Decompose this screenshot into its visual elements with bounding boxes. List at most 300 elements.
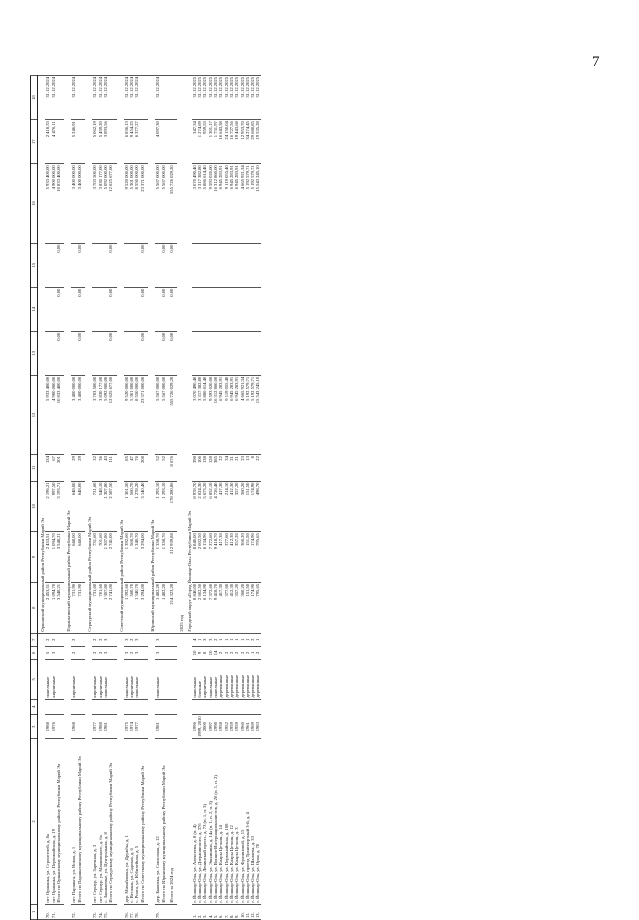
cell-col-10: 10 [31,481,38,532]
cell-col-11: 13 [245,455,250,481]
cell-col-15: 0,00 [161,243,169,287]
cell-col-16: 3 830 177,00 [98,164,103,243]
cell-col-1: 5. [213,904,218,919]
cell-col-9: 8 840,00 [192,532,197,583]
cell-col-4 [255,699,260,714]
cell-col-16: 16 [31,164,38,243]
cell-col-5 [161,660,169,700]
cell-col-10: 5 673,20 [202,481,207,532]
cell-col-7: 3 [155,633,160,646]
cell-col-1: 10. [240,904,245,919]
cell-col-6: 5 [45,646,50,659]
cell-col-6: 2 [71,646,76,659]
cell-col-7 [108,633,116,646]
cell-col-11: 128 [208,455,213,481]
cell-col-2: Итого по Сернурскому муниципальному району Республики Марий Эл [108,739,116,904]
cell-col-18 [77,76,85,120]
cell-col-12: 6 945 283,91 [218,375,223,454]
cell-col-3: 1974 [129,715,134,739]
cell-col-5: кирпичные [129,660,134,700]
cell-col-11: 21 [229,455,234,481]
cell-col-7: 2 [51,633,56,646]
cell-col-6 [161,646,169,659]
cell-col-17 [77,120,85,164]
cell-col-18: 31.12.2025 [234,76,239,120]
section-total-row [161,76,169,920]
cell-col-12: 5 933 400,00 [45,375,50,454]
cell-col-17: 2 418,33 [45,120,50,164]
cell-col-7: 1 [197,633,202,646]
cell-col-10: 648,00 [71,481,76,532]
cell-col-6: 3 [51,646,56,659]
cell-col-3 [161,715,169,739]
housing-register-table [30,75,261,920]
cell-col-6: 10 [208,646,213,659]
cell-col-18: 18 [31,76,38,120]
cell-col-18: 31.12.2025 [208,76,213,120]
cell-col-10: 548,10 [98,481,103,532]
cell-col-7: 3 [134,633,139,646]
cell-col-2: г. Йошкар-Ола, ул. Первомайская, д. 108 [224,739,229,904]
cell-col-6 [56,646,64,659]
cell-col-5: деревянные [245,660,250,700]
cell-col-2: пгт Сернур, ул. Заречная, д. 3 [92,739,97,904]
cell-col-18: 31.12.2024 [155,76,160,120]
cell-col-8: 1 340,70 [134,582,139,633]
cell-col-10: 2 024,30 [197,481,202,532]
cell-col-16: 6 945 283,91 [234,164,239,243]
cell-col-15: 0,00 [169,243,177,287]
cell-col-6: 3 [103,646,108,659]
cell-col-4 [161,699,169,714]
cell-col-17: 6 836,13 [124,120,129,164]
cell-col-11: 22 [218,455,223,481]
cell-col-5: деревянные [224,660,229,700]
cell-col-17: 5 062,19 [92,120,97,164]
cell-col-11: 138 [202,455,207,481]
cell-col-11: 22 [255,455,260,481]
section-total-row [77,76,85,920]
cell-col-7: 2 [129,633,134,646]
cell-col-1: 1 [31,904,38,919]
cell-col-1: 2. [197,904,202,919]
cell-col-8: 357,20 [234,582,239,633]
cell-col-12: 3 400 000,00 [77,375,85,454]
cell-col-5: кирпичные [202,660,207,700]
cell-col-18: 31.12.2024 [124,76,129,120]
cell-col-2: г. Йошкар-Ола, проезд Транспортный 3-й, д. 4 [245,739,250,904]
cell-col-6: 2 [245,646,250,659]
cell-col-8: 2 453,51 [45,582,50,633]
cell-col-8: 1 094,70 [51,582,56,633]
cell-col-2: пгт Оршанка, ул. Строителей, д. 8а [45,739,50,904]
cell-col-18: 31.12.2024 [45,76,50,120]
cell-col-1 [108,904,116,919]
cell-col-18: 31.12.2025 [250,76,255,120]
cell-col-3: 1975 [124,715,129,739]
cell-col-10: 2 587,50 [108,481,116,532]
cell-col-12: 10 833 400,00 [56,375,64,454]
section-title [185,76,192,920]
cell-col-8: 9 418,70 [213,582,218,633]
cell-col-18: 31.12.2025 [224,76,229,120]
cell-col-6: 10 [192,646,197,659]
cell-col-11: 111 [108,455,116,481]
cell-col-2: Итого по Советскому муниципальному району Республики Марий Эл [140,739,148,904]
cell-col-16: 5 567 000,00 [155,164,160,243]
cell-col-5: деревянные [240,660,245,700]
cell-col-6: 8 [202,646,207,659]
cell-col-1: 9. [234,904,239,919]
section-total-row [140,76,148,920]
cell-col-1: 75. [103,904,108,919]
cell-col-10: 214,10 [224,481,229,532]
cell-col-1: 7. [224,904,229,919]
cell-col-7: 3 [103,633,108,646]
cell-col-3: 1977 [92,715,97,739]
cell-col-7: 3 [208,633,213,646]
cell-col-8: 7 372,60 [208,582,213,633]
cell-col-17: 16 643,38 [218,120,223,164]
cell-col-18: 31.12.2025 [197,76,202,120]
cell-col-12: 12 625 677,00 [108,375,116,454]
cell-col-7 [169,633,177,646]
cell-col-8: 795,65 [255,582,260,633]
cell-col-16: 16 312 860,00 [213,164,218,243]
cell-col-13: 0,00 [140,331,148,375]
cell-col-5: панельные [134,660,139,700]
cell-col-8: 8 [31,582,38,633]
cell-col-16: 4 665 921,34 [240,164,245,243]
cell-col-8: 1 392,60 [124,582,129,633]
cell-col-4: 4 [31,699,38,714]
cell-col-16: 9 119 055,40 [224,164,229,243]
cell-col-16: 10 833 400,00 [56,164,64,243]
cell-col-5: панельные [45,660,50,700]
cell-col-12: 5 092 000,00 [103,375,108,454]
page-number: 7 [592,54,600,70]
cell-col-2: дер. Быковка, ул. Совхозная, д. 12 [155,739,160,904]
cell-col-3: 2000 [202,715,207,739]
cell-col-12: 5 886 614,40 [202,375,207,454]
cell-col-4 [77,699,85,714]
cell-col-11: 11 [31,455,38,481]
cell-col-10: 151,50 [245,481,250,532]
cell-col-13: 0,00 [77,331,85,375]
cell-col-17: 347,34 [192,120,197,164]
cell-col-14: 0,00 [140,287,148,331]
cell-col-5: деревянные [255,660,260,700]
cell-col-12: 4 665 921,34 [240,375,245,454]
section-title [117,76,124,920]
cell-col-17 [169,120,177,164]
cell-col-1: 78. [134,904,139,919]
cell-col-6 [108,646,116,659]
cell-col-14: 14 [31,287,38,331]
cell-col-5 [108,660,116,700]
cell-col-3: 1981 [103,715,108,739]
cell-col-16: 5 092 000,00 [103,164,108,243]
cell-col-17: 4 097,30 [155,120,160,164]
cell-col-16: 4 900 000,00 [51,164,56,243]
cell-col-1: 4. [208,904,213,919]
cell-col-15: 0,00 [140,243,148,287]
cell-col-10: 648,00 [77,481,85,532]
cell-col-3: 1958 [218,715,223,739]
cell-col-18: 31.12.2024 [51,76,56,120]
cell-col-11: 43 [103,455,108,481]
cell-col-1 [169,904,177,919]
cell-col-6 [77,646,85,659]
cell-col-14: 0,00 [169,287,177,331]
cell-col-3: 1997 [208,715,213,739]
cell-col-8: 1 307,80 [103,582,108,633]
cell-col-17: 19 443,68 [234,120,239,164]
cell-col-18: 31.12.2024 [92,76,97,120]
section-title [64,76,71,920]
cell-col-17: 1 301,17 [208,120,213,164]
cell-col-17: 6 377,27 [134,120,139,164]
cell-col-17 [161,120,169,164]
cell-col-2: г. Йошкар-Ола, ул. Воинов-Интернационалистов, д. 26 (п. 1, п. 2) [213,739,218,904]
cell-col-12: 9 593 020,00 [208,375,213,454]
cell-col-17: 9 454,25 [129,120,134,164]
cell-col-12: 6 945 283,91 [234,375,239,454]
cell-col-10: 357,20 [234,481,239,532]
cell-col-3: 1969 [250,715,255,739]
cell-col-17: 34 274,45 [245,120,250,164]
cell-col-6: 2 [218,646,223,659]
cell-col-12: 3 070 490,40 [192,375,197,454]
cell-col-9: 9 418,70 [213,532,218,583]
cell-col-12: 23 371 000,00 [140,375,148,454]
cell-col-8: 214 323,28 [169,582,177,633]
cell-col-7: 2 [250,633,255,646]
cell-col-1: 3. [202,904,207,919]
cell-col-18: 31.12.2025 [240,76,245,120]
cell-col-10: 1 307,80 [103,481,108,532]
section-total-row [108,76,116,920]
cell-col-12: 9 520 000,00 [124,375,129,454]
cell-col-12: 5 567 000,00 [155,375,160,454]
cell-col-11: 398 [192,455,197,481]
cell-col-14: 0,00 [161,287,169,331]
cell-col-11: 36 [98,455,103,481]
cell-col-5 [56,660,64,700]
cell-col-17: 29 688,85 [250,120,255,164]
cell-col-9: 3 294,00 [140,532,148,583]
cell-col-10: 1 293,10 [155,481,160,532]
cell-col-7 [56,633,64,646]
cell-col-11: 32 [92,455,97,481]
cell-col-11: 47 [129,455,134,481]
cell-col-9: 648,00 [71,532,76,583]
cell-col-9: 1 094,70 [51,532,56,583]
cell-col-11: 208 [140,455,148,481]
cell-col-3: 1959 [229,715,234,739]
cell-col-9: 7 372,60 [208,532,213,583]
cell-col-17: 959,53 [202,120,207,164]
cell-col-17 [56,120,64,164]
cell-col-10: 731,60 [92,481,97,532]
cell-col-5 [140,660,148,700]
cell-col-1: 76. [124,904,129,919]
cell-col-17: 12 953,70 [240,120,245,164]
cell-col-2: г. Йошкар-Ола, ул. Фрязиновой, д. 15 [240,739,245,904]
cell-col-3: 1998 [213,715,218,739]
cell-col-16: 5 567 000,00 [161,164,169,243]
cell-col-12: 6 945 283,91 [229,375,234,454]
cell-col-4 [140,699,148,714]
cell-col-11: 23 [240,455,245,481]
cell-col-16: 23 371 000,00 [140,164,148,243]
cell-col-2: с. Ронга, ул. Юбилейная, д. 5 [134,739,139,904]
cell-col-9: 1 358,70 [155,532,160,583]
cell-col-11: 29 [71,455,76,481]
cell-col-10: 2 196,21 [45,481,50,532]
cell-col-5: кирпичные [98,660,103,700]
cell-col-1: 13. [255,904,260,919]
cell-col-18: 31.12.2024 [71,76,76,120]
cell-col-12: 12 [31,375,38,454]
cell-col-18: 31.12.2025 [202,76,207,120]
year-heading [177,76,184,920]
cell-col-18 [169,76,177,120]
cell-col-9: 9 [31,532,38,583]
cell-col-17: 5 459,20 [98,120,103,164]
cell-col-8: 731,90 [71,582,76,633]
cell-col-6: 2 [224,646,229,659]
cell-col-14 [255,287,260,331]
cell-col-18: 31.12.2025 [245,76,250,120]
cell-col-2: Итого за 2024 год [169,739,177,904]
cell-col-12: 4 900 000,00 [51,375,56,454]
cell-col-18: 31.12.2024 [103,76,108,120]
cell-col-7: 3 [202,633,207,646]
cell-col-18: 31.12.2025 [192,76,197,120]
cell-col-3 [77,715,85,739]
cell-col-8: 6 134,90 [202,582,207,633]
cell-col-8: 2 741,00 [108,582,116,633]
cell-col-8: 412,30 [229,582,234,633]
cell-col-5: деревянные [234,660,239,700]
cell-col-18: 31.12.2024 [129,76,134,120]
cell-col-11: 34 [224,455,229,481]
cell-col-2: г. Йошкар-Ола, ул. Клары Цеткин, д. 14 [218,739,223,904]
section-title-label: Сернурский муниципальный район Республики Марий Эл [85,76,92,634]
cell-col-6: 3 [155,646,160,659]
cell-col-16: 5 886 614,40 [202,164,207,243]
cell-col-3: 1988 [98,715,103,739]
cell-col-11: 8 [250,455,255,481]
cell-col-10: 1 293,10 [161,481,169,532]
cell-col-1: 70. [45,904,50,919]
cell-col-7: 2 [213,633,218,646]
cell-col-13: 13 [31,331,38,375]
cell-col-2: дер. Михайловка, ул. Дружбы, д. 1 [124,739,129,904]
table-row [255,76,260,920]
cell-col-6 [140,646,148,659]
cell-col-12: 8 550 000,00 [134,375,139,454]
cell-col-12: 3 317 382,80 [197,375,202,454]
cell-col-6: 14 [213,646,218,659]
cell-col-1: 74. [98,904,103,919]
cell-col-15: 0,00 [77,243,85,287]
cell-col-7: 1 [234,633,239,646]
cell-col-7: 1 [240,633,245,646]
cell-col-7 [140,633,148,646]
cell-col-9: 560,70 [129,532,134,583]
cell-col-17: 5 246,91 [71,120,76,164]
cell-col-16: 9 593 020,00 [208,164,213,243]
cell-col-7: 2 [45,633,50,646]
cell-col-5: кирпичные [92,660,97,700]
cell-col-16: 12 625 677,00 [108,164,116,243]
cell-col-2: с. Зашижемье, ул. Центральная, д. 8 [103,739,108,904]
section-title [38,76,46,920]
cell-col-10: 178 280,86 [169,481,177,532]
cell-col-10: 1 278,20 [134,481,139,532]
cell-col-3: 1961 [245,715,250,739]
cell-col-7: 7 [31,633,38,646]
section-title-label: Городской округ «Город Йошкар-Ола» Республики Марий Эл [185,76,192,634]
cell-col-11: 52 [155,455,160,481]
cell-col-5: блочные [197,660,202,700]
section-title [148,76,155,920]
cell-col-2: Итого по Юринскому муниципальному району Республики Марий Эл [161,739,169,904]
cell-col-11: 8 676 [169,455,177,481]
cell-col-11: 106 [197,455,202,481]
cell-col-17: 3 893,56 [103,120,108,164]
cell-col-9: 2 602,50 [197,532,202,583]
cell-col-18: 31.12.2025 [255,76,260,120]
cell-col-16: 6 945 283,91 [229,164,234,243]
cell-col-8: 8 840,00 [192,582,197,633]
cell-col-2: г. Йошкар-Ола, ул. Орая, д. 70 [255,739,260,904]
cell-col-16: 3 703 500,00 [92,164,97,243]
cell-col-6 [169,646,177,659]
cell-col-12: 5 567 000,00 [161,375,169,454]
cell-col-3 [169,715,177,739]
cell-col-8: 731,90 [77,582,85,633]
cell-col-2: г. Йошкар-Ола, ул. Алексеева, д. 8 (п. 4) [192,739,197,904]
cell-col-12: 5 192 579,71 [250,375,255,454]
cell-col-3: 1988 [45,715,50,739]
cell-col-12: 3 703 500,00 [92,375,97,454]
cell-col-1: 1. [192,904,197,919]
cell-col-16: 9 520 000,00 [124,164,129,243]
cell-col-12: 3 400 000,00 [71,375,76,454]
cell-col-4 [108,699,116,714]
cell-col-5: кирпичные [51,660,56,700]
cell-col-7: 2 [71,633,76,646]
cell-col-6: 9 [197,646,202,659]
cell-col-17: 4 476,11 [51,120,56,164]
cell-col-14: 0,00 [56,287,64,331]
cell-col-6: 6 [31,646,38,659]
cell-col-2: г. Йошкар-Ола, Ленинский просп., д. 73 (п. 1, п. 3) [202,739,207,904]
cell-col-17: 17 [31,120,38,164]
cell-col-1 [77,904,85,919]
cell-col-17 [108,120,116,164]
cell-col-2: г. Йошкар-Ола, ул. Клары Цеткин, д. 3 [234,739,239,904]
cell-col-16: 3 317 382,80 [197,164,202,243]
cell-col-15: 0,00 [56,243,64,287]
cell-col-12: 555 726 029,20 [169,375,177,454]
cell-col-1: 71. [51,904,56,919]
cell-col-9: 1 340,70 [134,532,139,583]
cell-col-5: панельные [103,660,108,700]
